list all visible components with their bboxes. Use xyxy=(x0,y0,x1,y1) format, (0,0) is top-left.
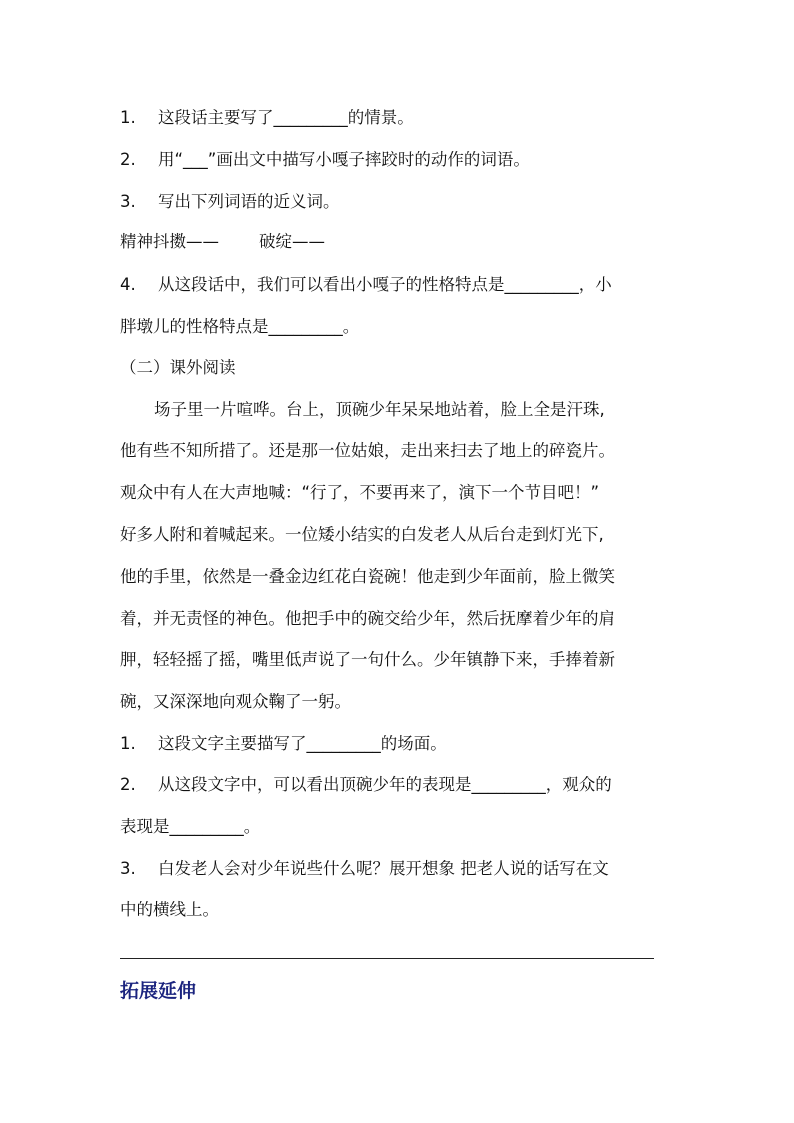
question-text: 白发老人会对少年说些什么呢？展开想象 把老人说的话写在文 xyxy=(158,859,609,878)
question-text: 这段文字主要描写了_________的场面。 xyxy=(158,734,447,753)
passage-line: 他的手里，依然是一叠金边红花白瓷碗！他走到少年面前，脸上微笑 xyxy=(120,567,615,586)
synonym-prompt-1: 精神抖擞—— xyxy=(120,232,219,251)
answer-line xyxy=(120,958,654,959)
question-number: 4. xyxy=(120,275,136,294)
question-1 xyxy=(120,108,414,128)
passage-line: 场子里一片喧哗。台上，顶碗少年呆呆地站着，脸上全是汗珠, xyxy=(154,400,605,419)
question-4-line-1 xyxy=(120,275,612,295)
question-text: 这段话主要写了_________的情景。 xyxy=(158,108,414,127)
question-number: 2. xyxy=(120,150,136,169)
reading-question-1 xyxy=(120,734,447,754)
passage-line: 观众中有人在大声地喊：“行了，不要再来了，演下一个节目吧！” xyxy=(120,483,600,502)
passage-line: 碗，又深深地向观众鞠了一躬。 xyxy=(120,692,351,711)
question-number: 1. xyxy=(120,108,136,127)
section-title: （二）课外阅读 xyxy=(120,358,236,377)
reading-question-3-line-1 xyxy=(120,859,609,879)
passage-line: 胛，轻轻摇了摇，嘴里低声说了一句什么。少年镇静下来，手捧着新 xyxy=(120,650,615,669)
question-text: 写出下列词语的近义词。 xyxy=(158,192,340,211)
question-number: 1. xyxy=(120,734,136,753)
question-number: 3. xyxy=(120,859,136,878)
synonym-blanks xyxy=(120,232,325,252)
question-text: 从这段文字中，可以看出顶碗少年的表现是_________，观众的 xyxy=(158,775,612,794)
question-number: 2. xyxy=(120,775,136,794)
reading-question-2-line-1 xyxy=(120,775,612,795)
passage-line: 好多人附和着喊起来。一位矮小结实的白发老人从后台走到灯光下, xyxy=(120,525,604,544)
passage-line: 他有些不知所措了。还是那一位姑娘，走出来扫去了地上的碎瓷片。 xyxy=(120,441,615,460)
question-text: 从这段话中，我们可以看出小嘎子的性格特点是_________，小 xyxy=(158,275,612,294)
passage-line: 着，并无责怪的神色。他把手中的碗交给少年，然后抚摩着少年的肩 xyxy=(120,609,615,628)
question-2 xyxy=(120,150,530,170)
synonym-prompt-2: 破绽—— xyxy=(259,232,325,251)
question-4-line-2: 胖墩儿的性格特点是_________。 xyxy=(120,317,360,336)
question-number: 3. xyxy=(120,192,136,211)
question-text: 用“___”画出文中描写小嘎子摔跤时的动作的词语。 xyxy=(158,150,530,169)
question-3 xyxy=(120,192,340,212)
reading-question-2-line-2: 表现是_________。 xyxy=(120,817,261,836)
reading-question-3-line-2: 中的横线上。 xyxy=(120,900,219,919)
extension-heading: 拓展延伸 xyxy=(120,980,197,1002)
